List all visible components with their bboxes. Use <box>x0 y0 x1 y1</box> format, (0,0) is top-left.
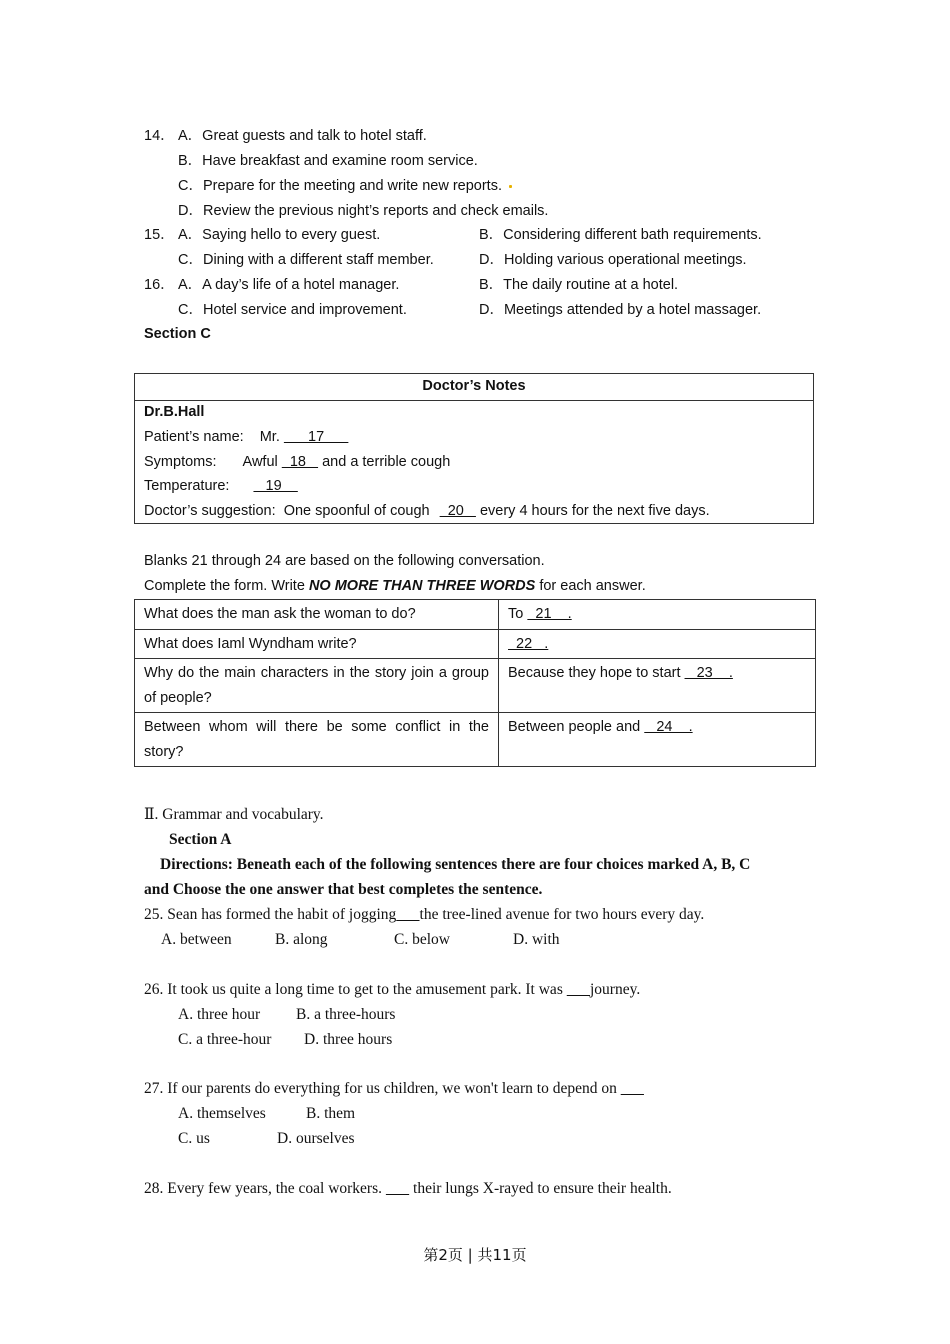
answer-form-table <box>134 599 816 767</box>
symptoms-post: and a terrible cough <box>322 454 451 470</box>
q15-option-c: C．Dining with a different staff member. <box>178 252 434 268</box>
q25-option-b: B. along <box>275 931 328 948</box>
q28-stem-pre: 28. Every few years, the coal workers. <box>144 1180 386 1197</box>
q25-stem <box>144 905 704 925</box>
form-question: What does the man ask the woman to do? <box>135 600 499 630</box>
form-question: Why do the main characters in the story join a group of people? <box>135 659 499 713</box>
q27-stem-pre: 27. If our parents do everything for us children, we won't learn to depend on <box>144 1080 621 1097</box>
q14-option-d: D．Review the previous night’s reports and check emails. <box>178 203 549 219</box>
q14-number: 14． <box>144 128 175 144</box>
blank-19: 19 <box>253 478 298 494</box>
q27-blank <box>621 1080 644 1097</box>
doctors-notes-box <box>134 373 814 524</box>
blank-22: 22 . <box>508 635 549 652</box>
doctor-name: Dr.B.Hall <box>144 404 205 420</box>
table-row <box>135 659 816 713</box>
directions-line1: Directions: Beneath each of the following sentences there are four choices marked A, B, C <box>160 856 751 873</box>
page-footer: 第2页 | 共11页 <box>423 1246 527 1264</box>
form-intro-post: for each answer. <box>535 578 646 594</box>
form-answer <box>499 629 816 659</box>
q26-option-a: A. three hour <box>178 1006 261 1023</box>
q15-option-b: B．Considering different bath requirements. <box>479 227 762 243</box>
form-question: What does Iaml Wyndham write? <box>135 629 499 659</box>
blank-20: 20 <box>439 503 476 519</box>
symptoms-pre: Awful <box>242 454 278 470</box>
q27-option-d: D. ourselves <box>277 1130 355 1147</box>
temperature-row <box>144 476 298 496</box>
q28-stem <box>144 1179 672 1199</box>
q16-option-a: A．A day’s life of a hotel manager. <box>178 277 400 293</box>
patient-prefix: Mr. <box>259 429 280 445</box>
q14-option-a: A．Great guests and talk to hotel staff. <box>178 128 427 144</box>
q26-blank <box>567 981 590 998</box>
q14-option-c: C．Prepare for the meeting and write new reports. <box>178 178 502 194</box>
grammar-section-a: Section A <box>169 831 232 848</box>
directions-line2: and Choose the one answer that best completes the sentence. <box>144 881 543 898</box>
form-answer <box>499 713 816 767</box>
symptoms-row <box>144 452 450 472</box>
form-answer <box>499 659 816 713</box>
blank-18: 18 <box>281 454 319 470</box>
q25-option-c: C. below <box>394 931 450 948</box>
q28-stem-post: their lungs X-rayed to ensure their health. <box>409 1180 672 1197</box>
patient-label: Patient’s name: <box>144 429 244 445</box>
q16-number: 16． <box>144 277 175 293</box>
q15-number: 15． <box>144 227 175 243</box>
stray-mark <box>509 185 512 188</box>
section-c-heading: Section C <box>144 326 211 342</box>
grammar-heading: Ⅱ. Grammar and vocabulary. <box>144 806 324 823</box>
q26-option-c: C. a three-hour <box>178 1031 272 1048</box>
q26-stem-post: journey. <box>589 981 641 998</box>
suggestion-pre: One spoonful of cough <box>283 503 430 519</box>
suggestion-row <box>144 501 710 521</box>
q15-option-d: D．Holding various operational meetings. <box>479 252 747 268</box>
answer-pre: To <box>508 606 524 622</box>
q25-option-d: D. with <box>513 931 560 948</box>
blank-23: 23 . <box>684 665 733 681</box>
form-intro-line2 <box>144 576 646 596</box>
q16-option-c: C．Hotel service and improvement. <box>178 302 407 318</box>
q27-option-a: A. themselves <box>178 1105 266 1122</box>
form-question: Between whom will there be some conflict in the story? <box>135 713 499 767</box>
q16-option-b: B．The daily routine at a hotel. <box>479 277 679 293</box>
table-row <box>135 600 816 630</box>
form-intro-bold: NO MORE THAN THREE WORDS <box>308 578 536 594</box>
table-row <box>135 713 816 767</box>
q27-option-b: B. them <box>306 1105 356 1122</box>
blank-21: 21 . <box>527 606 572 622</box>
form-intro-pre: Complete the form. Write <box>144 578 309 594</box>
q25-blank <box>396 906 419 923</box>
symptoms-label: Symptoms: <box>144 454 217 470</box>
answer-pre: Because they hope to start <box>508 665 681 681</box>
suggestion-label: Doctor’s suggestion: <box>144 503 276 519</box>
answer-pre: Between people and <box>508 719 641 735</box>
suggestion-post: every 4 hours for the next five days. <box>479 503 710 519</box>
q25-stem-post: the tree-lined avenue for two hours every day. <box>419 906 705 923</box>
form-intro-line1: Blanks 21 through 24 are based on the following conversation. <box>144 553 545 569</box>
q14-option-c-row <box>178 176 512 196</box>
q26-stem <box>144 980 640 1000</box>
q15-option-a: A．Saying hello to every guest. <box>178 227 381 243</box>
blank-24: 24 . <box>644 719 693 735</box>
q26-option-d: D. three hours <box>304 1031 393 1048</box>
doctors-notes-title: Doctor’s Notes <box>135 374 813 401</box>
temperature-label: Temperature: <box>144 478 230 494</box>
table-row <box>135 629 816 659</box>
q25-option-a: A. between <box>161 931 232 948</box>
form-answer <box>499 600 816 630</box>
q28-blank <box>386 1180 409 1197</box>
q27-option-c: C. us <box>178 1130 210 1147</box>
blank-17: 17 <box>283 429 349 445</box>
q26-option-b: B. a three-hours <box>296 1006 396 1023</box>
q14-option-b: B．Have breakfast and examine room service. <box>178 153 478 169</box>
q25-stem-pre: 25. Sean has formed the habit of jogging <box>144 906 397 923</box>
patient-name-row <box>144 427 348 447</box>
q16-option-d: D．Meetings attended by a hotel massager. <box>479 302 762 318</box>
q27-stem <box>144 1079 644 1099</box>
q26-stem-pre: 26. It took us quite a long time to get to the amusement park. It was <box>144 981 567 998</box>
